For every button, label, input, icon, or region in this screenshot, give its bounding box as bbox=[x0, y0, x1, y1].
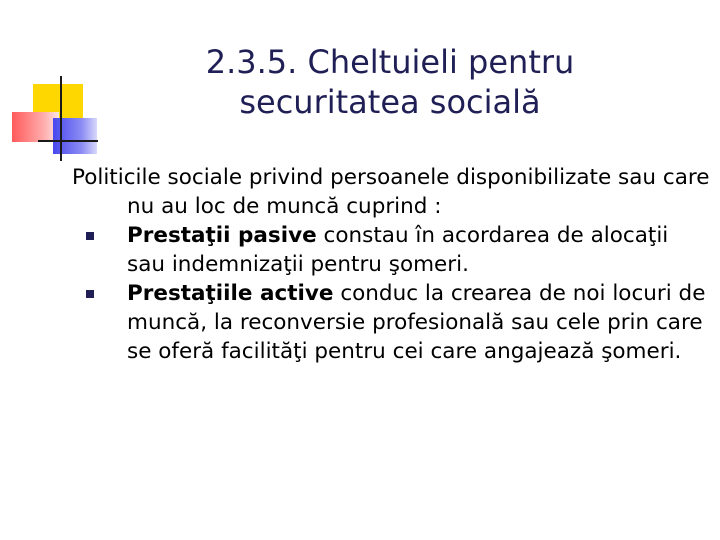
intro-paragraph: Politicile sociale privind persoanele disponibilizate sau care nu au loc de muncă cuprind : bbox=[72, 165, 710, 219]
square-bullet-icon bbox=[86, 232, 94, 240]
list-item bbox=[72, 221, 712, 279]
logo-red-rectangle bbox=[12, 112, 59, 142]
item-term: Prestaţiile active bbox=[127, 281, 334, 306]
logo-horizontal-line bbox=[38, 140, 98, 142]
logo-vertical-line bbox=[60, 76, 62, 161]
item-text: constau în acordarea de alocaţii sau indemnizaţii pentru şomeri. bbox=[127, 223, 669, 277]
slide-logo bbox=[8, 76, 108, 162]
slide-body bbox=[72, 163, 712, 366]
title-line-1: 2.3.5. Cheltuieli pentru bbox=[205, 43, 575, 81]
slide-title bbox=[150, 42, 630, 122]
list-item bbox=[72, 279, 712, 366]
square-bullet-icon bbox=[86, 290, 94, 298]
title-line-2: securitatea socială bbox=[239, 83, 541, 121]
item-text: conduc la crearea de noi locuri de muncă, la reconversie profesională sau cele prin care se oferă facilităţi pentru cei care angajează şomeri. bbox=[127, 281, 706, 364]
bullet-list bbox=[72, 221, 712, 366]
item-term: Prestaţii pasive bbox=[127, 223, 317, 248]
